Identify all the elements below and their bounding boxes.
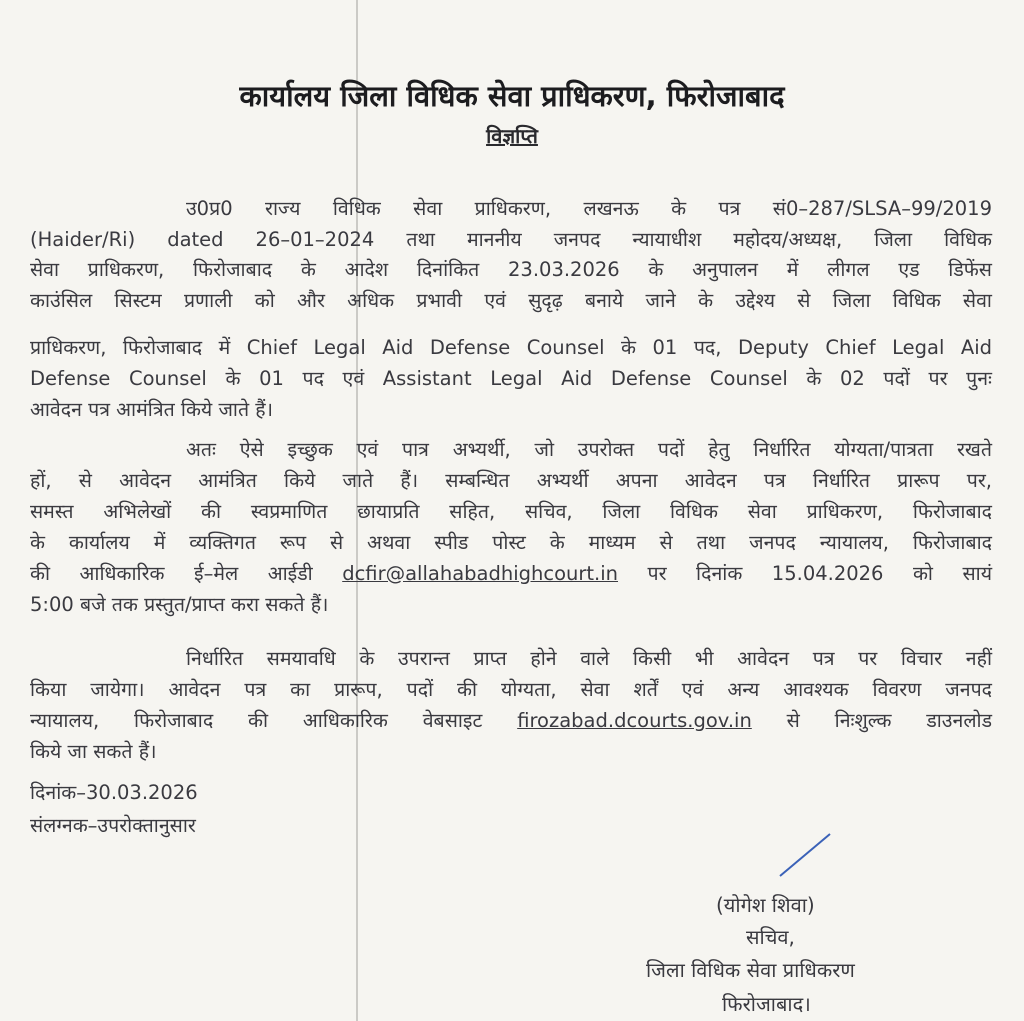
para1-line: सेवा प्राधिकरण, फिरोजाबाद के आदेश दिनांकित 23.03.2026 के अनुपालन में लीगल एड डिफेंस: [30, 258, 992, 281]
website-label: न्यायालय, फिरोजाबाद की आधिकारिक वेबसाइट: [30, 709, 483, 732]
para2-line: अतः ऐसे इच्छुक एवं पात्र अभ्यर्थी, जो उपरोक्त पदों हेतु निर्धारित योग्यता/पात्रता रखते: [186, 438, 992, 461]
para3-website-line: [30, 708, 992, 734]
signatory-place: फिरोजाबाद।: [722, 992, 811, 1016]
para2-line: समस्त अभिलेखों की स्वप्रमाणित छायाप्रति सहित, सचिव, जिला विधिक सेवा प्राधिकरण, फिरोजाबाद: [30, 500, 992, 523]
email-link[interactable]: dcfir@allahabadhighcourt.in: [342, 562, 619, 585]
para1-line: प्राधिकरण, फिरोजाबाद में Chief Legal Aid Defense Counsel के 01 पद, Deputy Chief Legal Aid: [30, 336, 992, 359]
para2-line: हों, से आवेदन आमंत्रित किये जाते हैं। सम्बन्धित अभ्यर्थी अपना आवेदन पत्र निर्धारित प्रारूप पर,: [30, 469, 992, 492]
para1-line: Defense Counsel के 01 पद एवं Assistant Legal Aid Defense Counsel के 02 पदों पर पुनः: [30, 367, 992, 390]
para2-email-line: [30, 561, 992, 587]
para2-line: के कार्यालय में व्यक्तिगत रूप से अथवा स्पीड पोस्ट के माध्यम से तथा जनपद न्यायालय, फिरोजाबाद: [30, 531, 992, 554]
deadline-text: पर दिनांक 15.04.2026 को सायं: [647, 562, 992, 585]
para1-line: काउंसिल सिस्टम प्रणाली को और अधिक प्रभावी एवं सुदृढ़ बनाये जाने के उद्देश्य से जिला विधिक सेवा: [30, 289, 992, 312]
date-line: दिनांक–30.03.2026: [30, 781, 198, 804]
para3-line: किये जा सकते हैं।: [30, 740, 157, 763]
para1-line: उ0प्र0 राज्य विधिक सेवा प्राधिकरण, लखनऊ के पत्र सं0–287/SLSA–99/2019: [186, 197, 992, 220]
signatory-name: (योगेश शिवा): [716, 893, 815, 917]
para1-line: (Haider/Ri) dated 26–01–2024 तथा माननीय जनपद न्यायाधीश महोदय/अध्यक्ष, जिला विधिक: [30, 228, 992, 251]
para2-line: 5:00 बजे तक प्रस्तुत/प्राप्त करा सकते हैं।: [30, 593, 329, 616]
para1-line: आवेदन पत्र आमंत्रित किये जाते हैं।: [30, 398, 274, 421]
website-link[interactable]: firozabad.dcourts.gov.in: [517, 709, 752, 732]
office-title: कार्यालय जिला विधिक सेवा प्राधिकरण, फिरोजाबाद: [239, 79, 785, 113]
download-text: से निःशुल्क डाउनलोड: [786, 709, 993, 732]
enclosure-line: संलग्नक–उपरोक्तानुसार: [30, 814, 196, 837]
signature-mark: [776, 828, 836, 880]
signatory-office: जिला विधिक सेवा प्राधिकरण: [646, 958, 855, 982]
para3-line: निर्धारित समयावधि के उपरान्त प्राप्त होने वाले किसी भी आवेदन पत्र पर विचार नहीं: [186, 647, 992, 670]
notice-heading: [0, 122, 1024, 149]
notice-heading-text: विज्ञप्ति: [486, 124, 538, 148]
para3-line: किया जायेगा। आवेदन पत्र का प्रारूप, पदों की योग्यता, सेवा शर्तें एवं अन्य आवश्यक विवरण जनपद: [30, 678, 992, 701]
signatory-designation: सचिव,: [746, 925, 795, 949]
email-label: की आधिकारिक ई–मेल आईडी: [30, 562, 313, 585]
